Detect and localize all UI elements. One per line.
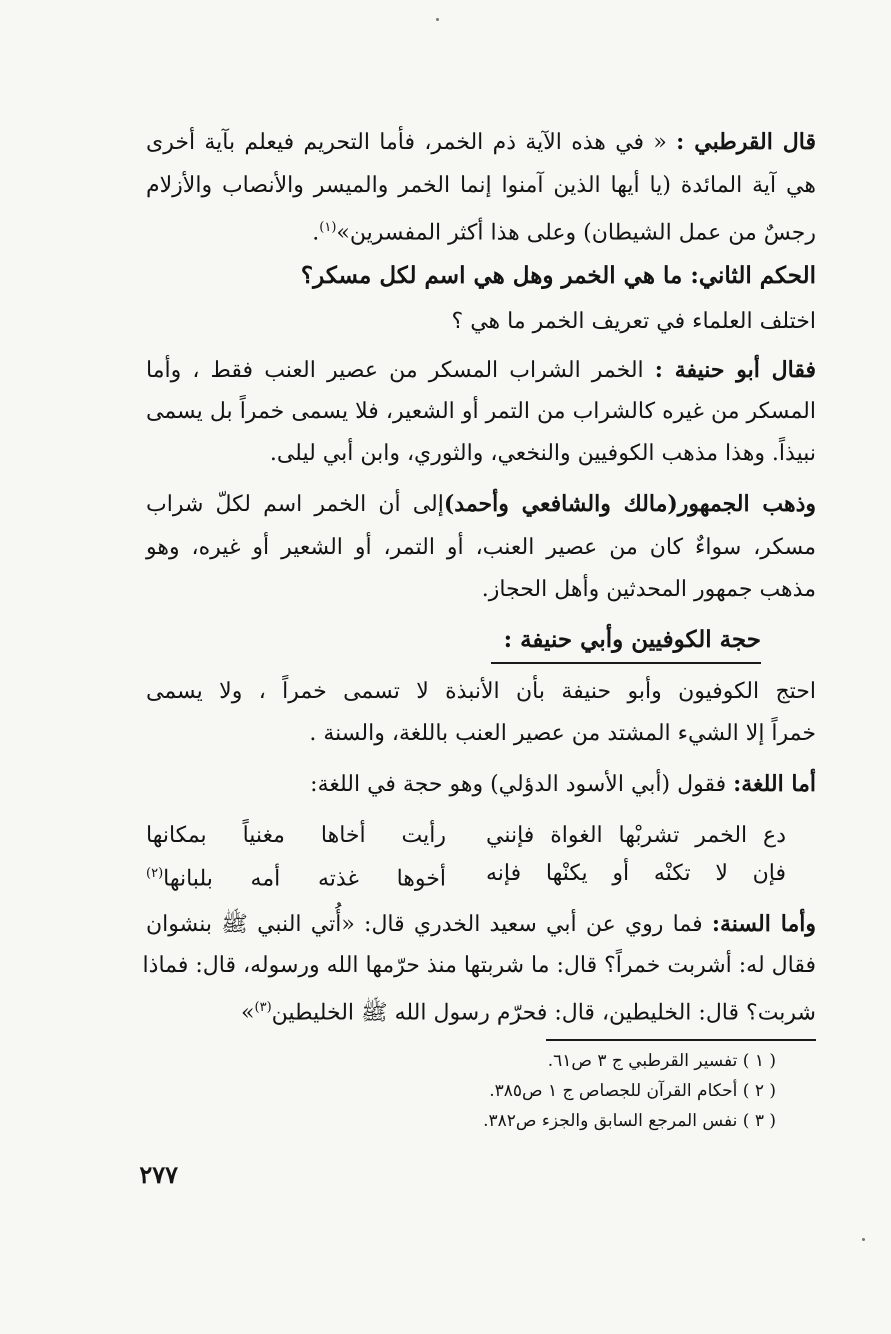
- section-heading: الحكم الثاني: ما هي الخمر وهل هي اسم لكل مسكر؟: [300, 262, 816, 289]
- paragraph-line: مسكر، سواءٌ كان من عصير العنب، أو التمر، أو الشعير أو غيره، وهو: [146, 535, 816, 560]
- footnote: ( ٣ ) نفس المرجع السابق والجزء ص٣٨٢.: [483, 1111, 776, 1131]
- paragraph-lead: أما اللغة:: [733, 771, 816, 797]
- paragraph-lead: قال القرطبي :: [676, 129, 816, 155]
- paragraph-line: اختلف العلماء في تعريف الخمر ما هي ؟: [451, 309, 816, 334]
- footnote-mark: (١): [319, 220, 337, 235]
- footnote: ( ٢ ) أحكام القرآن للجصاص ج ١ ص٣٨٥.: [489, 1081, 776, 1101]
- paragraph-text: فما روي عن أبي سعيد الخدري قال: «أُتي النبي ﷺ بنشوان: [146, 912, 703, 937]
- paragraph-text: الخمر الشراب المسكر من عصير العنب فقط ، وأما: [146, 358, 644, 383]
- verse-hemistich: دع الخمر تشربْها الغواة فإنني: [486, 823, 786, 848]
- footnote-separator: [546, 1039, 816, 1041]
- paragraph-text: فقول (أبي الأسود الدؤلي) وهو حجة في اللغة:: [310, 772, 727, 797]
- paragraph-text: رجسٌ من عمل الشيطان) وعلى هذا أكثر المفسرين»: [336, 220, 816, 246]
- paragraph-line: [146, 988, 816, 1028]
- verse-hemistich: [146, 856, 446, 897]
- paragraph-line: رجسٌ من عمل الشيطان) وعلى هذا أكثر المفسرين»$^{(١)}$.: [312, 220, 816, 246]
- paragraph-text: شربت؟ قال: الخليطين، قال: فحرّم رسول الله ﷺ الخليطين: [271, 1000, 816, 1026]
- paragraph-line: [146, 350, 816, 390]
- scan-speck: [862, 1238, 865, 1241]
- heading-underline: [491, 662, 761, 664]
- subsection-heading: حجة الكوفيين وأبي حنيفة :: [503, 626, 761, 653]
- paragraph-line: [146, 484, 816, 524]
- paragraph-lead: فقال أبو حنيفة :: [654, 357, 816, 383]
- paragraph-lead: وأما السنة:: [711, 911, 816, 937]
- poem-verse: [146, 818, 786, 854]
- closing-quote: »: [241, 1000, 255, 1026]
- paragraph-line: [146, 764, 816, 804]
- paragraph-line: المسكر من غيره كالشراب من التمر أو الشعير، فلا يسمى خمراً بل يسمى: [146, 399, 816, 424]
- paragraph-line: [146, 122, 816, 162]
- paragraph-line: احتج الكوفيون وأبو حنيفة بأن الأنبذة لا تسمى خمراً ، ولا يسمى: [146, 679, 816, 704]
- verse-hemistich: رأيت أخاها مغنياً بمكانها: [146, 823, 446, 848]
- footnote-mark: (٢): [146, 866, 164, 881]
- paragraph-line: [146, 904, 816, 944]
- scan-speck: [436, 18, 439, 21]
- paragraph-lead: وذهب الجمهور(مالك والشافعي وأحمد): [443, 491, 817, 517]
- paragraph-text: إلى أن الخمر اسم لكلّ شراب: [146, 492, 444, 517]
- paragraph-line: مذهب جمهور المحدثين وأهل الحجاز.: [481, 577, 816, 602]
- verse-text: أخوها غذته أمه بلبانها: [163, 866, 446, 892]
- verse-hemistich: فإن لا تكنْه أو يكنْها فإنه: [486, 861, 786, 886]
- poem-verse: [146, 856, 786, 892]
- paragraph-line: فقال له: أشربت خمراً؟ قال: ما شربتها منذ حرّمها الله ورسوله، قال: فماذا: [142, 953, 816, 978]
- paragraph-line: خمراً إلا الشيء المشتد من عصير العنب باللغة، والسنة .: [309, 721, 816, 746]
- paragraph-text: « في هذه الآية ذم الخمر، فأما التحريم فيعلم بآية أخرى: [146, 130, 667, 155]
- page-number: ٢٧٧: [139, 1160, 178, 1189]
- footnote: ( ١ ) تفسير القرطبي ج ٣ ص٦١.: [547, 1051, 776, 1071]
- paragraph-line: هي آية المائدة (يا أيها الذين آمنوا إنما الخمر والميسر والأنصاب والأزلام: [146, 173, 816, 198]
- paragraph-line: نبيذاً. وهذا مذهب الكوفيين والنخعي، والثوري، وابن أبي ليلى.: [269, 441, 816, 466]
- footnote-mark: (٣): [254, 1000, 272, 1015]
